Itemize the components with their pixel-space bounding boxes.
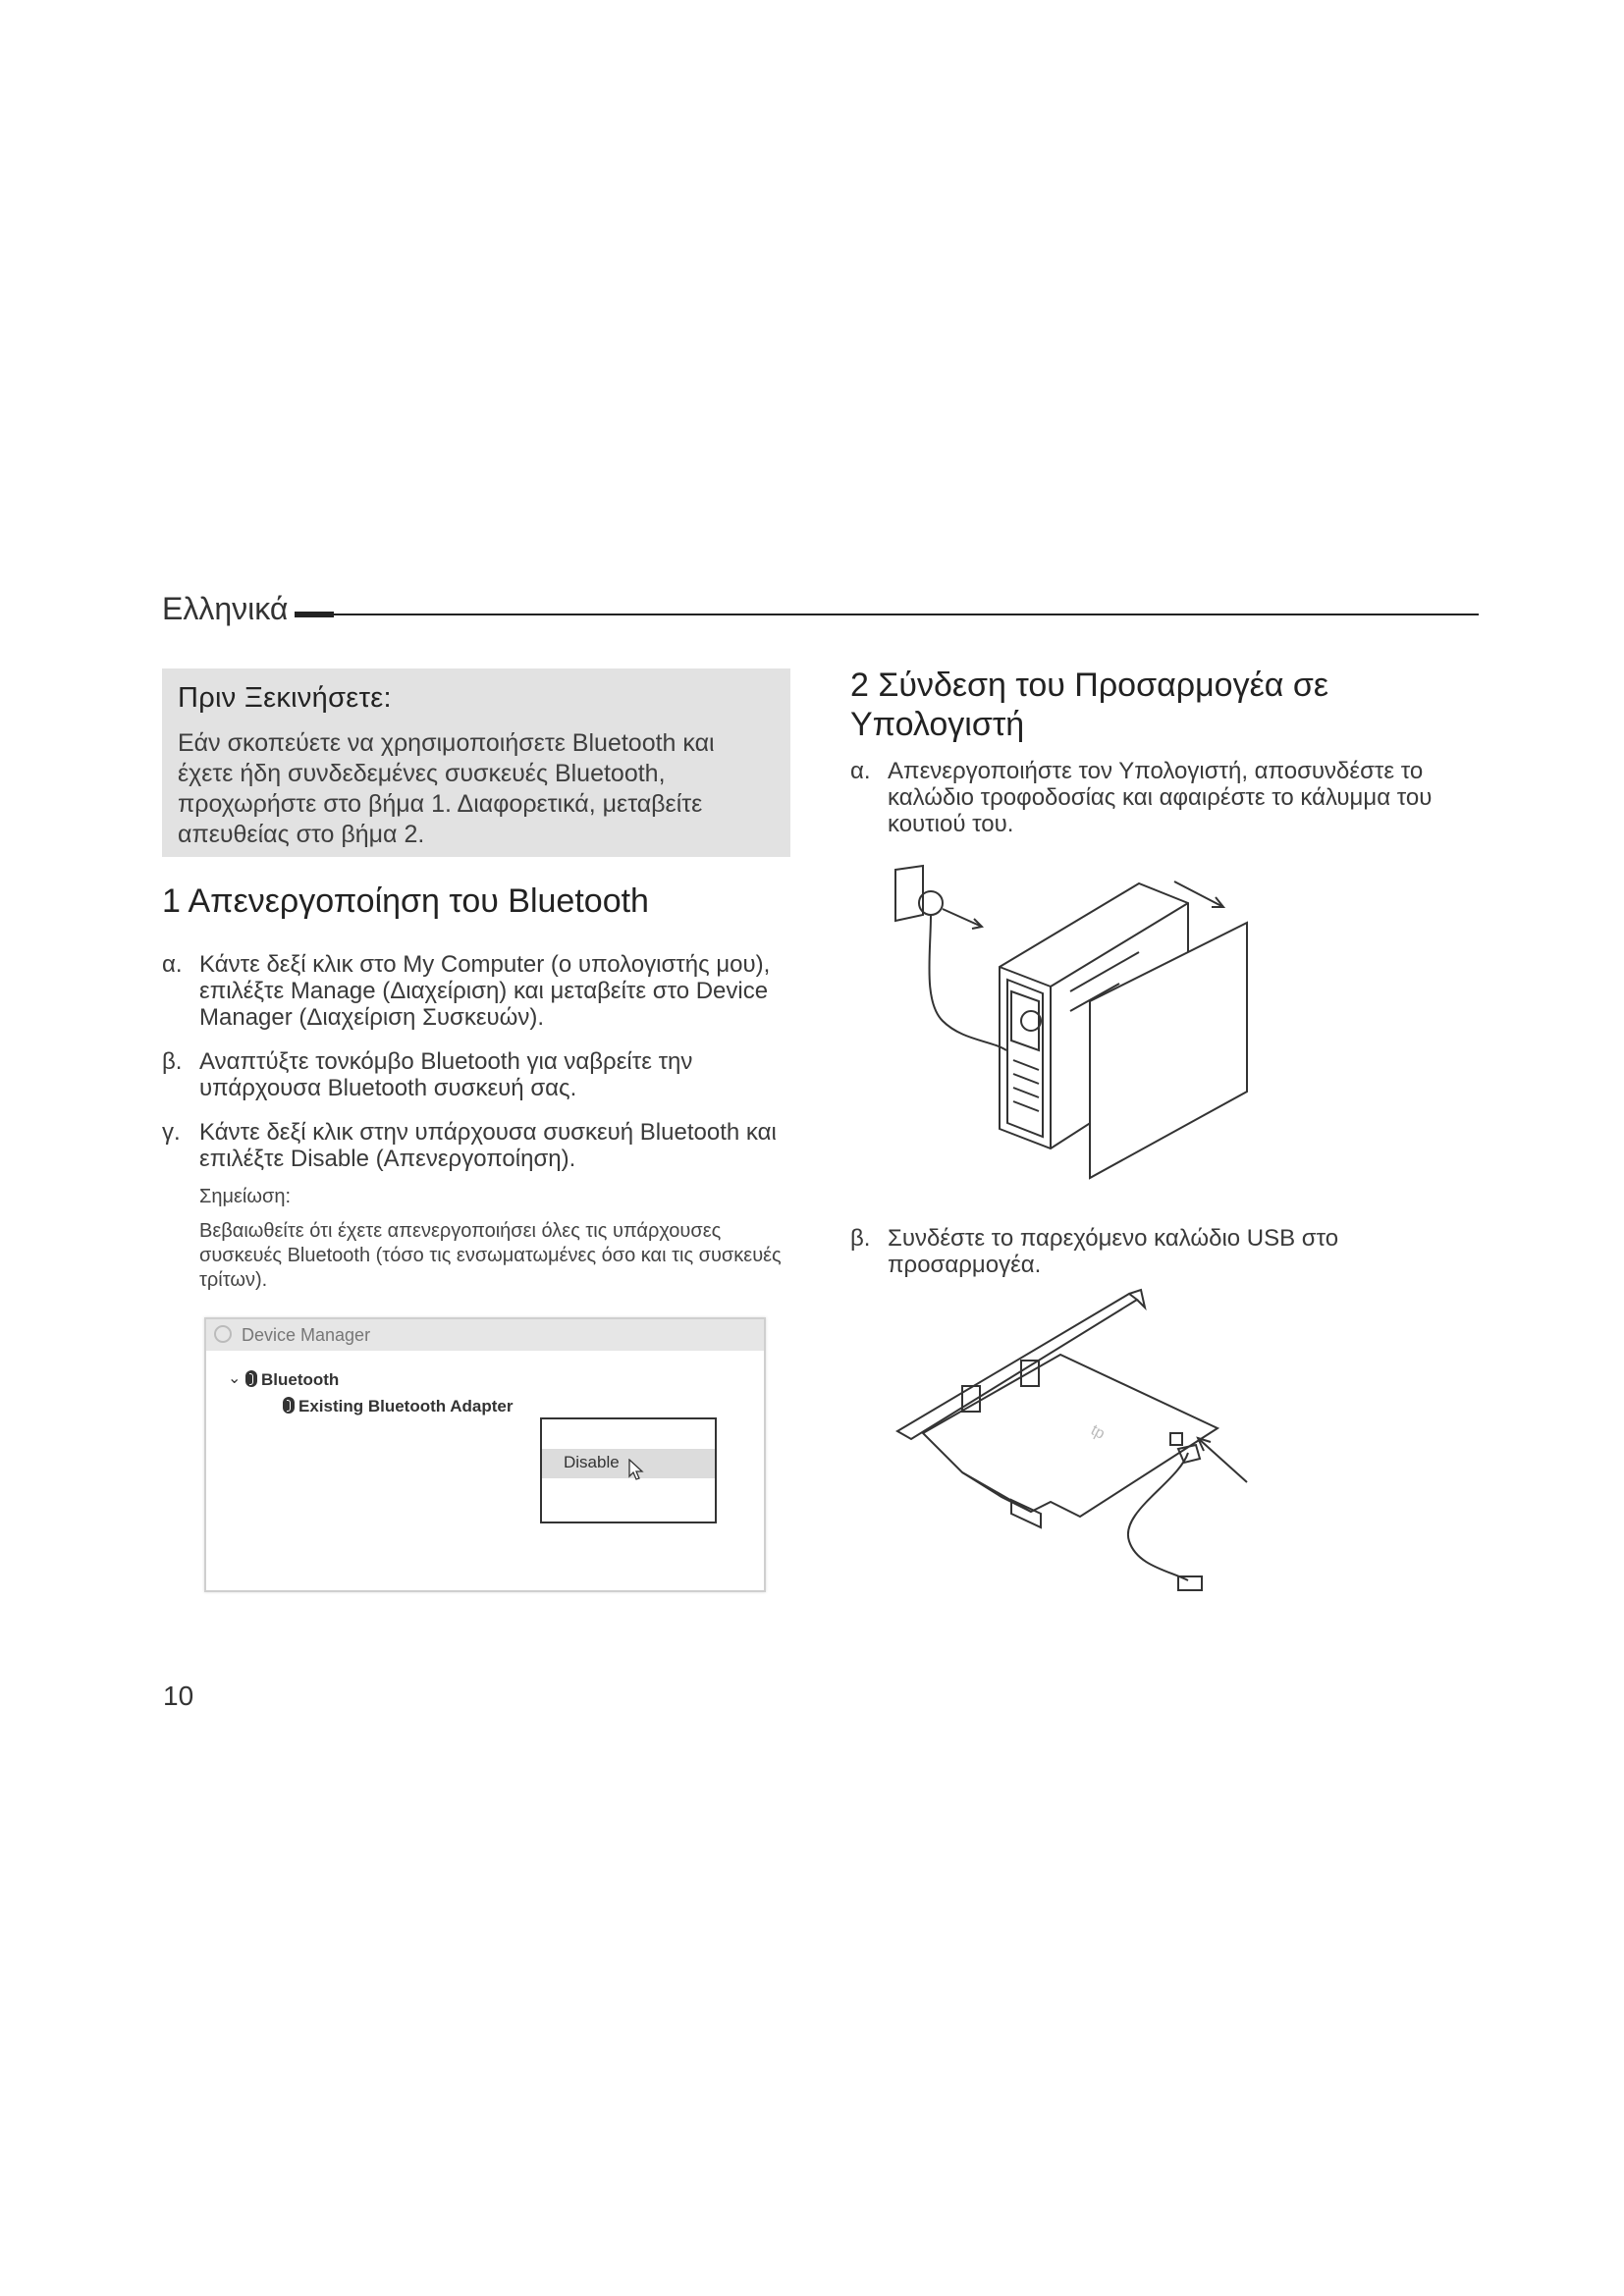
before-start-text: Εάν σκοπεύετε να χρησιμοποιήσετε Bluetooth και έχετε ήδη συνδεδεμένες συσκευές Bluetooth, προχωρήστε στο βήμα 1. Διαφορετικά, μεταβείτε απευθείας στο βήμα 2. <box>178 729 715 848</box>
section-1-title: 1 Απενεργοποίηση του Bluetooth <box>162 882 649 920</box>
step-text: Κάντε δεξί κλικ στο My Computer (ο υπολογιστής μου), επιλέξτε Manage (Διαχείριση) και μεταβείτε στο Device Manager (Διαχείριση Συσκευών). <box>199 951 771 1031</box>
cursor-icon <box>628 1459 644 1482</box>
device-manager-titlebar <box>206 1319 764 1351</box>
step-marker: α. <box>162 951 183 978</box>
before-start-box <box>162 668 790 857</box>
note-label: Σημείωση: <box>199 1186 292 1207</box>
bluetooth-node-label: Bluetooth <box>261 1370 340 1389</box>
page-number: 10 <box>163 1681 194 1711</box>
bluetooth-icon <box>245 1370 257 1387</box>
gear-icon <box>214 1325 232 1343</box>
step-text: Συνδέστε το παρεχόμενο καλώδιο USB στο προσαρμογέα. <box>888 1225 1339 1278</box>
section-1-step-c <box>162 1119 800 1172</box>
section-1-step-a <box>162 951 800 1031</box>
step-text: Απενεργοποιήστε τον Υπολογιστή, αποσυνδέστε το καλώδιο τροφοδοσίας και αφαιρέστε το κάλυμμα του κουτιού του. <box>888 758 1433 837</box>
device-manager-window <box>204 1317 766 1592</box>
computer-case-illustration <box>884 864 1296 1207</box>
bluetooth-adapter-label: Existing Bluetooth Adapter <box>298 1397 514 1415</box>
section-1-step-b <box>162 1048 800 1101</box>
disable-menu-label: Disable <box>564 1453 620 1471</box>
device-manager-title: Device Manager <box>242 1325 371 1345</box>
note-text: Βεβαιωθείτε ότι έχετε απενεργοποιήσει όλες τις υπάρχουσες συσκευές Bluetooth (τόσο τις ενσωματωμένες όσο και τις συσκευές τρίτων). <box>199 1220 782 1291</box>
svg-text:tp: tp <box>1088 1421 1108 1443</box>
step-marker: β. <box>850 1225 871 1252</box>
pcie-adapter-illustration <box>884 1286 1276 1620</box>
note <box>199 1185 788 1293</box>
header-rule-accent <box>295 612 334 617</box>
step-text: Κάντε δεξί κλικ στην υπάρχουσα συσκευή Bluetooth και επιλέξτε Disable (Απενεργοποίηση). <box>199 1119 777 1172</box>
bluetooth-adapter-item[interactable] <box>283 1397 514 1416</box>
bluetooth-icon <box>283 1397 295 1414</box>
bluetooth-node[interactable] <box>245 1370 339 1390</box>
context-menu <box>540 1417 717 1523</box>
step-text: Αναπτύξτε τονκόμβο Bluetooth για ναβρείτε την υπάρχουσα Bluetooth συσκευή σας. <box>199 1048 693 1101</box>
step-marker: γ. <box>162 1119 181 1146</box>
step-marker: α. <box>850 758 871 784</box>
chevron-down-icon[interactable]: ⌄ <box>228 1370 242 1387</box>
language-label: Ελληνικά <box>162 591 289 626</box>
before-start-title: Πριν Ξεκινήσετε: <box>178 682 392 714</box>
section-2-step-a <box>850 758 1479 837</box>
section-2-title: 2 Σύνδεση του Προσαρμογέα σε Υπολογιστή <box>850 667 1328 743</box>
step-marker: β. <box>162 1048 183 1075</box>
header-rule <box>334 614 1479 615</box>
section-2-step-b <box>850 1225 1479 1278</box>
